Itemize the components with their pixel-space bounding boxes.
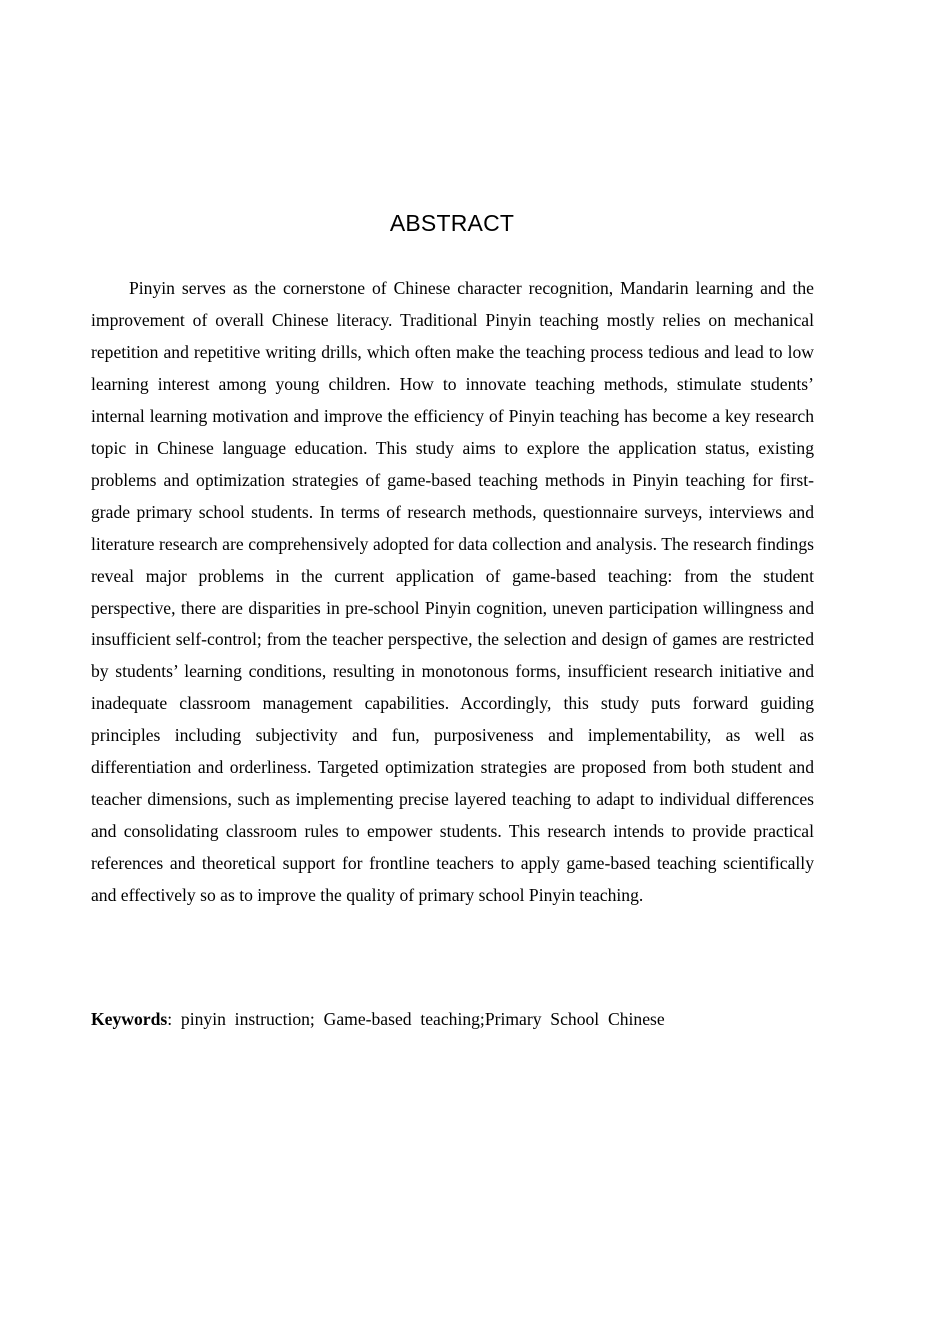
keywords-label: Keywords bbox=[91, 1009, 168, 1029]
keywords-list: : pinyin instruction; Game-based teaching;Primary School Chinese bbox=[167, 1009, 665, 1029]
abstract-heading: ABSTRACT bbox=[389, 210, 515, 236]
abstract-paragraph: Pinyin serves as the cornerstone of Chinese character recognition, Mandarin learning and the improvement of overall Chinese literacy. Traditional Pinyin teaching mostly relies on mechanical repetition and repetitive writing drills, which often make the teaching process tedious and lead to low learning interest among young children. How to innovate teaching methods, stimulate students’ internal learning motivation and improve the efficiency of Pinyin teaching has become a key research topic in Chinese language education. This study aims to explore the application status, existing problems and optimization strategies of game-based teaching methods in Pinyin teaching for first-grade primary school students. In terms of research methods, questionnaire surveys, interviews and literature research are comprehensively adopted for data collection and analysis. The research findings reveal major problems in the current application of game-based teaching: from the student perspective, there are disparities in pre-school Pinyin cognition, uneven participation willingness and insufficient self-control; from the teacher perspective, the selection and design of games are restricted by students’ learning conditions, resulting in monotonous forms, insufficient research initiative and inadequate classroom management capabilities. Accordingly, this study puts forward guiding principles including subjectivity and fun, purposiveness and implementability, as well as differentiation and orderliness. Targeted optimization strategies are proposed from both student and teacher dimensions, such as implementing precise layered teaching to adapt to individual differences and consolidating classroom rules to empower students. This research intends to provide practical references and theoretical support for frontline teachers to apply game-based teaching scientifically and effectively so as to improve the quality of primary school Pinyin teaching. bbox=[91, 278, 814, 906]
keywords-line bbox=[91, 1004, 814, 1035]
